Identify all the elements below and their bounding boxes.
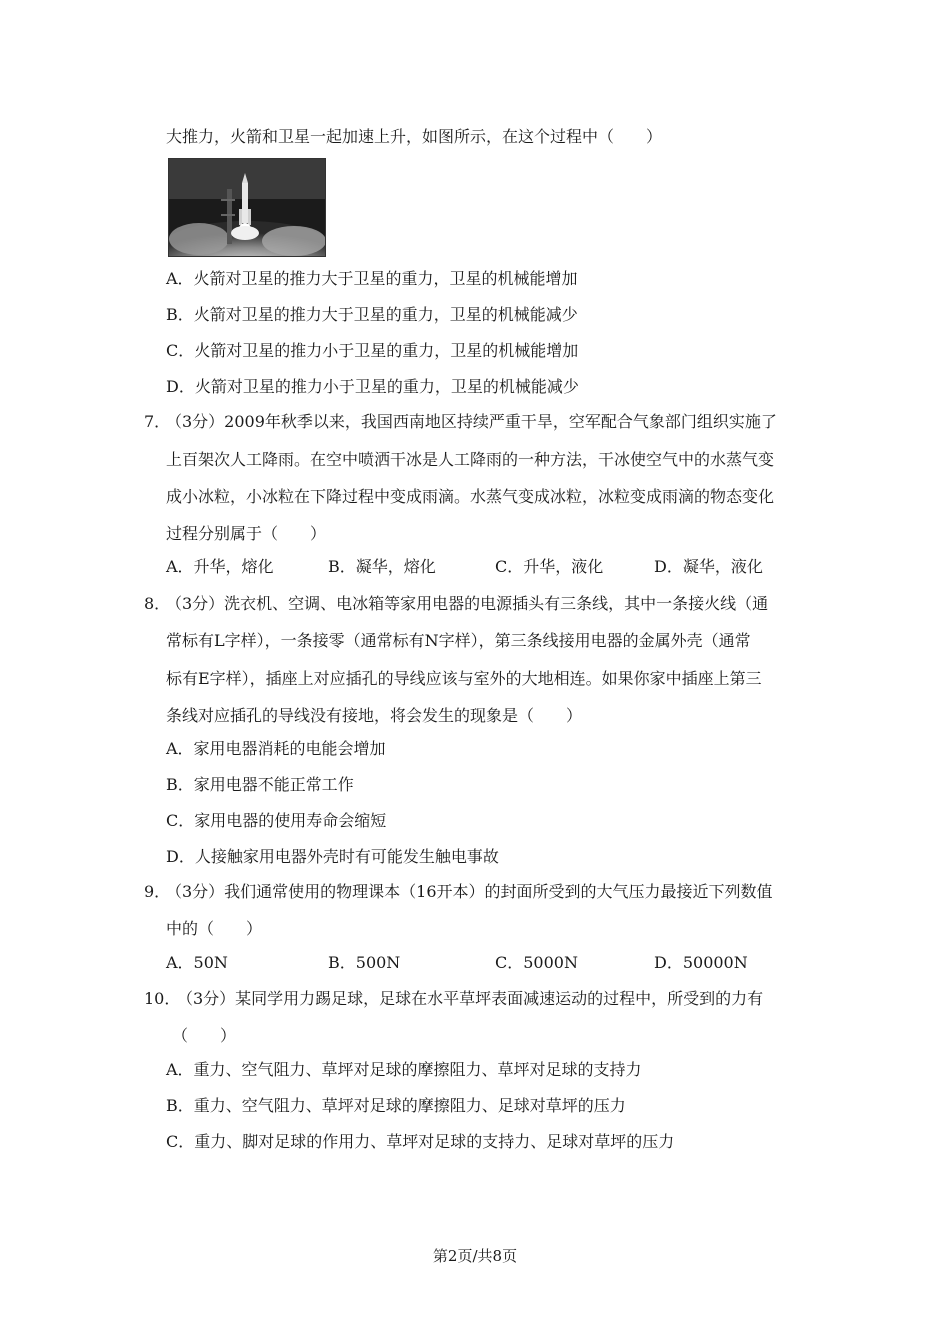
page-footer: 第2页/共8页: [432, 1247, 518, 1265]
q9-line-2: 中的（ ）: [166, 919, 263, 938]
rocket-launch-image: [168, 158, 326, 257]
q10-option-b[interactable]: B．重力、空气阻力、草坪对足球的摩擦阻力、足球对草坪的压力: [166, 1096, 626, 1115]
q7-line-3: 成小冰粒，小冰粒在下降过程中变成雨滴。水蒸气变成冰粒，冰粒变成雨滴的物态变化: [166, 487, 775, 506]
q7-option-b[interactable]: B．凝华，熔化: [328, 557, 436, 576]
q10-option-c[interactable]: C．重力、脚对足球的作用力、草坪对足球的支持力、足球对草坪的压力: [166, 1132, 675, 1151]
q10-line-1: （3分）某同学用力踢足球，足球在水平草坪表面减速运动的过程中，所受到的力有: [177, 989, 764, 1008]
q7-line-1: （3分）2009年秋季以来，我国西南地区持续严重干旱，空军配合气象部门组织实施了: [166, 412, 777, 431]
rocket-launch-illustration: [169, 159, 325, 256]
q9-option-a[interactable]: A．50N: [166, 953, 228, 972]
q8-line-2: 常标有L字样），一条接零（通常标有N字样），第三条线接用电器的金属外壳（通常: [166, 631, 751, 650]
q9-option-c[interactable]: C．5000N: [495, 953, 578, 972]
q7-line-4: 过程分别属于（ ）: [166, 524, 327, 543]
q9-number: 9．: [144, 882, 171, 901]
q8-option-a[interactable]: A．家用电器消耗的电能会增加: [166, 739, 386, 758]
q6-option-c[interactable]: C．火箭对卫星的推力小于卫星的重力，卫星的机械能增加: [166, 341, 579, 360]
q6-option-d[interactable]: D．火箭对卫星的推力小于卫星的重力，卫星的机械能减少: [166, 377, 579, 396]
q8-line-4: 条线对应插孔的导线没有接地，将会发生的现象是（ ）: [166, 706, 583, 725]
q7-option-c[interactable]: C．升华，液化: [495, 557, 604, 576]
q8-option-c[interactable]: C．家用电器的使用寿命会缩短: [166, 811, 387, 830]
q9-option-b[interactable]: B．500N: [328, 953, 401, 972]
q8-line-1: （3分）洗衣机、空调、电冰箱等家用电器的电源插头有三条线，其中一条接火线（通: [166, 594, 769, 613]
q9-line-1: （3分）我们通常使用的物理课本（16开本）的封面所受到的大气压力最接近下列数值: [166, 882, 773, 901]
q7-option-d[interactable]: D．凝华，液化: [654, 557, 763, 576]
q7-line-2: 上百架次人工降雨。在空中喷洒干冰是人工降雨的一种方法，干冰使空气中的水蒸气变: [166, 450, 775, 469]
q10-line-2: （ ）: [172, 1026, 237, 1045]
q7-option-a[interactable]: A．升华，熔化: [166, 557, 274, 576]
q9-option-d[interactable]: D．50000N: [654, 953, 748, 972]
q10-number: 10．: [144, 989, 181, 1008]
q8-option-d[interactable]: D．人接触家用电器外壳时有可能发生触电事故: [166, 847, 499, 866]
q6-option-b[interactable]: B．火箭对卫星的推力大于卫星的重力，卫星的机械能减少: [166, 305, 578, 324]
q7-number: 7．: [144, 412, 171, 431]
q10-option-a[interactable]: A．重力、空气阻力、草坪对足球的摩擦阻力、草坪对足球的支持力: [166, 1060, 642, 1079]
q6-stem-tail: 大推力，火箭和卫星一起加速上升，如图所示，在这个过程中（ ）: [166, 127, 663, 146]
q8-number: 8．: [144, 594, 171, 613]
q8-option-b[interactable]: B．家用电器不能正常工作: [166, 775, 354, 794]
q6-option-a[interactable]: A．火箭对卫星的推力大于卫星的重力，卫星的机械能增加: [166, 269, 578, 288]
q8-line-3: 标有E字样），插座上对应插孔的导线应该与室外的大地相连。如果你家中插座上第三: [166, 669, 762, 688]
